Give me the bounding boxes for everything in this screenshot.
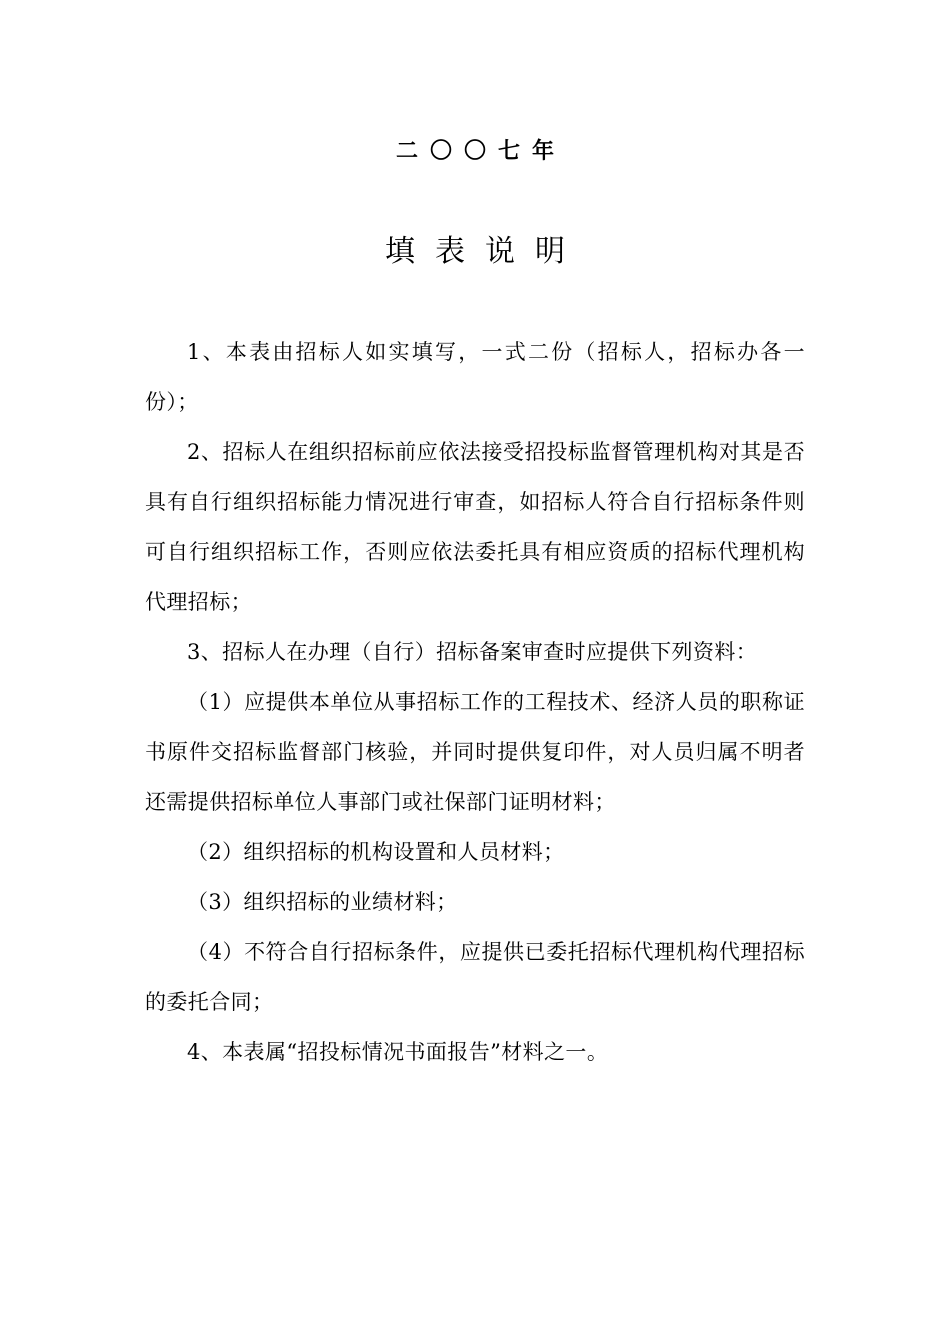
- instruction-item-3: 3、招标人在办理（自行）招标备案审查时应提供下列资料：: [187, 640, 758, 664]
- instruction-subitem-3: （3）组织招标的业绩材料；: [187, 890, 458, 914]
- instruction-item-1: 1、本表由招标人如实填写，一式二份（招标人，招标办各一份）；: [145, 340, 805, 414]
- instruction-item-2: 2、招标人在组织招标前应依法接受招投标监督管理机构对其是否具有自行组织招标能力情况进行审查，如招标人符合自行招标条件则可自行组织招标工作，否则应依法委托具有相应资质的招标代理机构代理招标；: [145, 440, 805, 614]
- year-heading: 二〇〇七年: [395, 138, 566, 164]
- instruction-subitem-4: （4）不符合自行招标条件，应提供已委托招标代理机构代理招标的委托合同；: [145, 940, 805, 1014]
- instruction-subitem-1: （1）应提供本单位从事招标工作的工程技术、经济人员的职称证书原件交招标监督部门核验，并同时提供复印件，对人员归属不明者还需提供招标单位人事部门或社保部门证明材料；: [145, 690, 805, 814]
- instruction-item-4: 4、本表属“招投标情况书面报告”材料之一。: [187, 1040, 609, 1064]
- instructions-body: [145, 327, 805, 1077]
- instruction-subitem-2: （2）组织招标的机构设置和人员材料；: [187, 840, 565, 864]
- page-title: 填表说明: [385, 234, 585, 269]
